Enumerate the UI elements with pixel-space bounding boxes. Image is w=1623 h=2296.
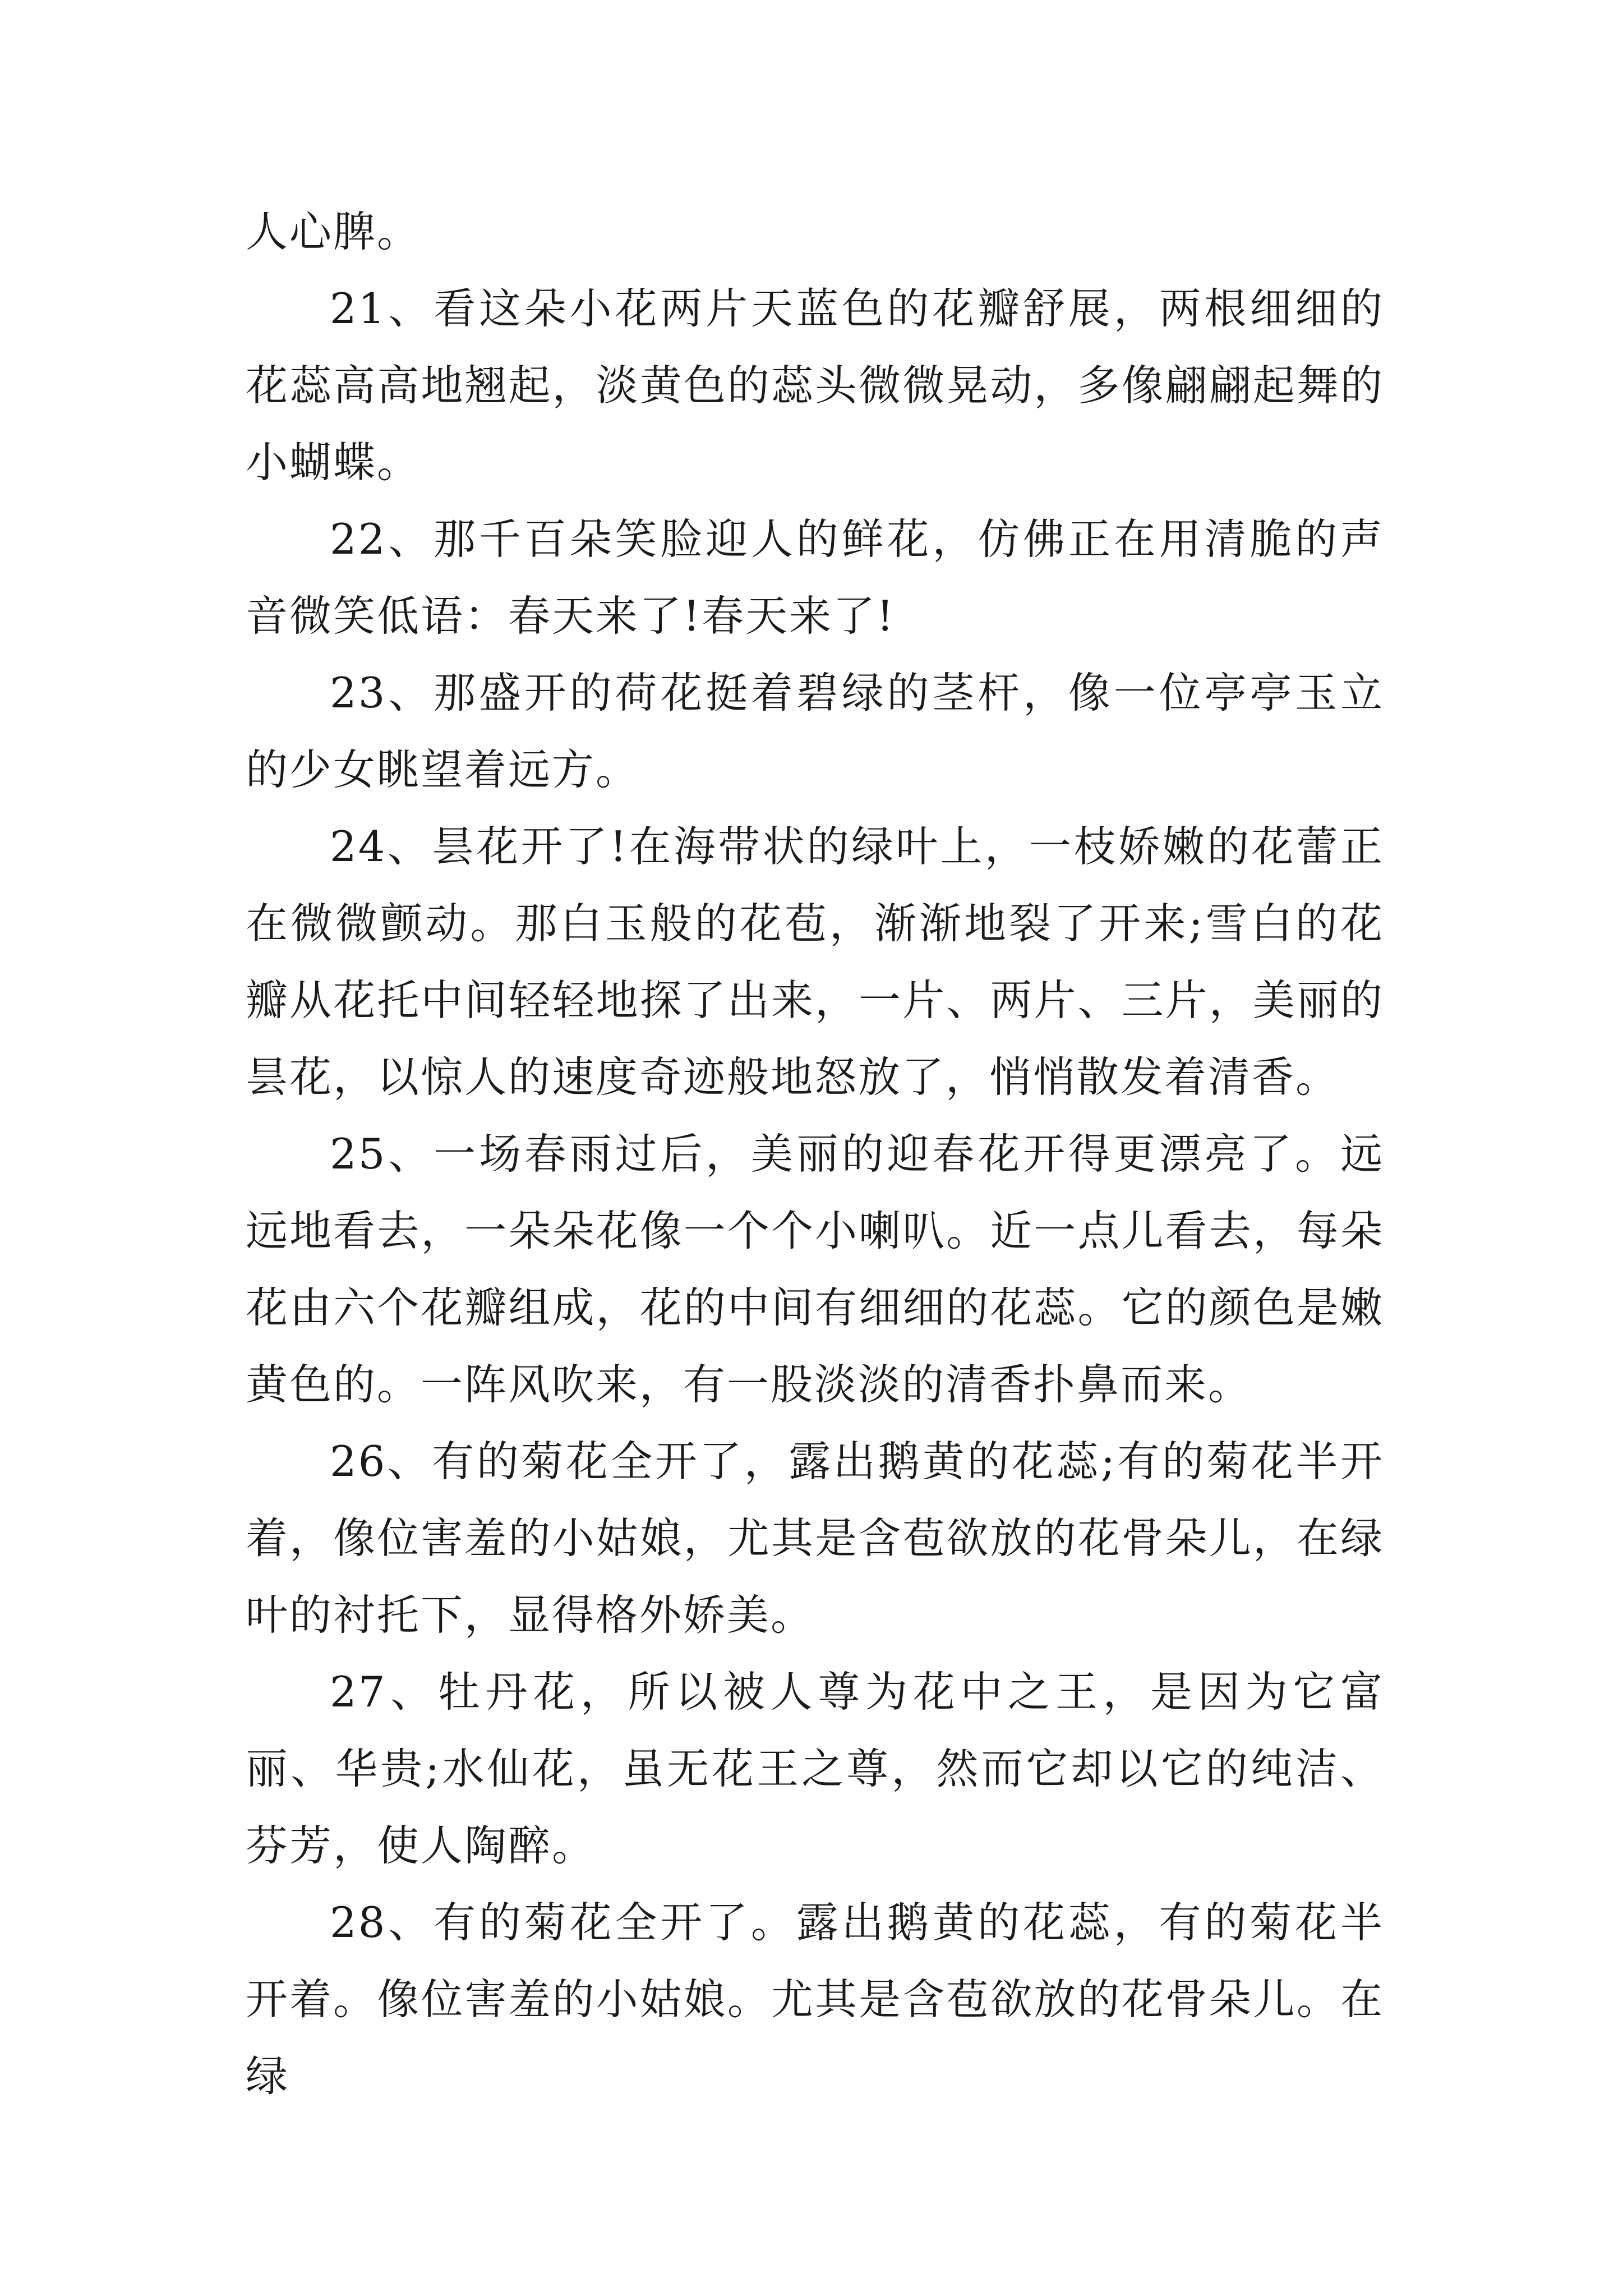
paragraph-22: 22、那千百朵笑脸迎人的鲜花，仿佛正在用清脆的声音微笑低语：春天来了!春天来了!: [246, 514, 1384, 641]
paragraph-24: 24、昙花开了!在海带状的绿叶上，一枝娇嫩的花蕾正在微微颤动。那白玉般的花苞，渐渐地裂了开来;雪白的花瓣从花托中间轻轻地探了出来，一片、两片、三片，美丽的昙花，以惊人的速度奇迹般地怒放了，悄悄散发着清香。: [246, 822, 1384, 1102]
document-body: [246, 194, 1384, 2115]
paragraph-23: 23、那盛开的荷花挺着碧绿的茎杆，像一位亭亭玉立的少女眺望着远方。: [246, 668, 1384, 794]
paragraph-25: 25、一场春雨过后，美丽的迎春花开得更漂亮了。远远地看去，一朵朵花像一个个小喇叭。近一点儿看去，每朵花由六个花瓣组成，花的中间有细细的花蕊。它的颜色是嫩黄色的。一阵风吹来，有一股淡淡的清香扑鼻而来。: [246, 1129, 1384, 1409]
paragraph-28: 28、有的菊花全开了。露出鹅黄的花蕊，有的菊花半开着。像位害羞的小姑娘。尤其是含苞欲放的花骨朵儿。在绿: [246, 1898, 1384, 2101]
paragraph-27: 27、牡丹花，所以被人尊为花中之王，是因为它富丽、华贵;水仙花，虽无花王之尊，然而它却以它的纯洁、芬芳，使人陶醉。: [246, 1667, 1384, 1870]
paragraph-continuation: 人心脾。: [246, 207, 421, 256]
paragraph-26: 26、有的菊花全开了，露出鹅黄的花蕊;有的菊花半开着，像位害羞的小姑娘，尤其是含苞欲放的花骨朵儿，在绿叶的衬托下，显得格外娇美。: [246, 1437, 1384, 1640]
paragraph-21: 21、看这朵小花两片天蓝色的花瓣舒展，两根细细的花蕊高高地翘起，淡黄色的蕊头微微晃动，多像翩翩起舞的小蝴蝶。: [246, 284, 1384, 487]
